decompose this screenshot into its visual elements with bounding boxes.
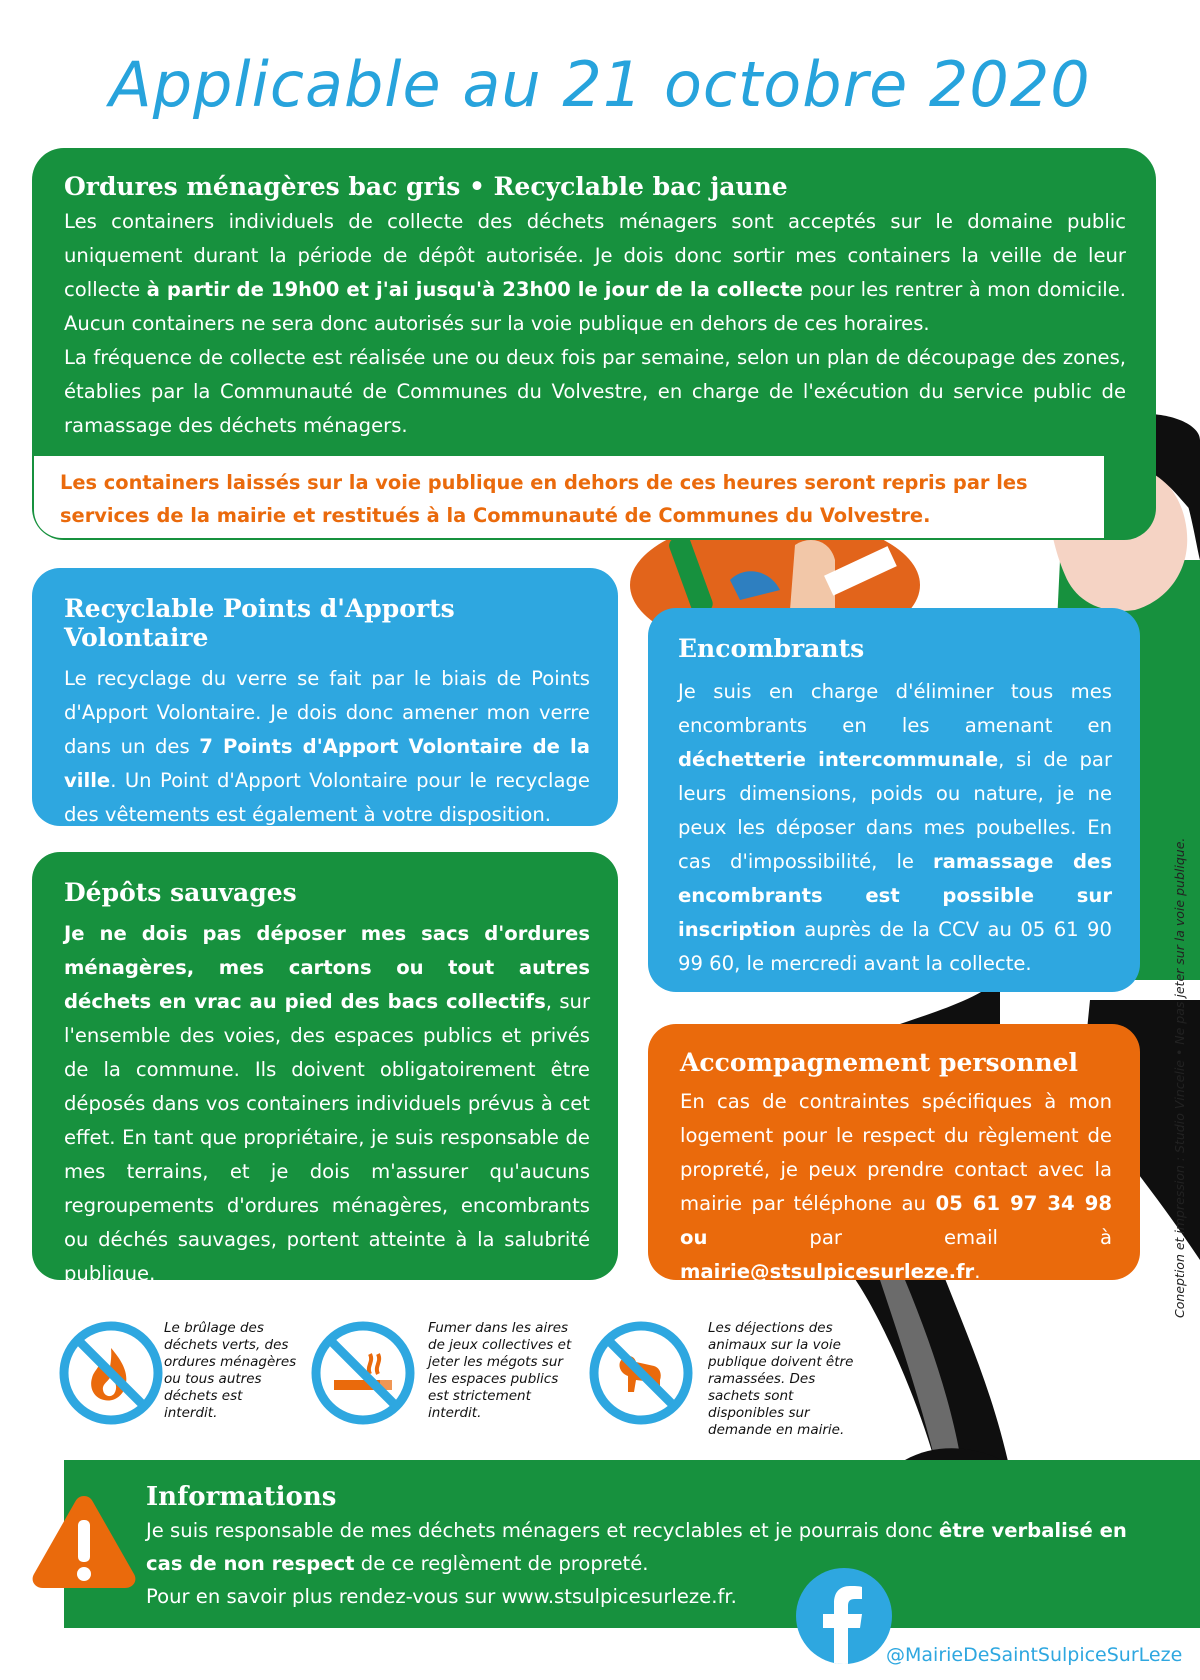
depots-text: Je ne dois pas déposer mes sacs d'ordures ménagères, mes cartons ou tout autres déchets en vrac au pied des bacs collectifs, sur l'ensemble des voies, des espaces publics et privés de la commune. Ils doivent obligatoirement être déposés dans vos containers individuels prévus à cet effet. En tant que propriétaire, je suis responsable de mes terrains, et je dois m'assurer qu'aucuns regroupements d'ordures ménagères, encombrants ou déchés sauvages, portent atteinte à la salubrité publique.: [64, 922, 590, 1285]
informations-text: Je suis responsable de mes déchets ménagers et recyclables et je pourrais donc être verbalisé en cas de non respect de ce reglèment de propreté. Pour en savoir plus rendez-vous sur www.stsulpicesurleze.fr.: [146, 1519, 1127, 1608]
menagers-paragraph-2: La fréquence de collecte est réalisée une ou deux fois par semaine, selon un plan de découpage des zones, établies par la Communauté de Communes du Volvestre, en charge de l'exécution du service public de ramassage des déchets ménagers.: [64, 346, 1126, 437]
recyclable-text: Le recyclage du verre se fait par le biais de Points d'Apport Volontaire. Je dois donc amener mon verre dans un des 7 Points d'Apport Volontaire de la ville. Un Point d'Apport Volontaire pour le recyclage des vêtements est également à votre disposition.: [64, 667, 590, 826]
menagers-warning-box: [34, 456, 1104, 538]
facebook-icon: [796, 1568, 892, 1664]
fire-ban-text: Le brûlage des déchets verts, des ordures ménagères ou tous autres déchets est interdit.: [164, 1320, 297, 1421]
accompagnement-text: En cas de contraintes spécifiques à mon logement pour le respect du règlement de propreté, je peux prendre contact avec la mairie par téléphone au 05 61 97 34 98 ou par email à mairie@stsulpicesurleze.fr.: [680, 1090, 1113, 1283]
facebook-handle[interactable]: @MairieDeSaintSulpiceSurLeze: [886, 1644, 1183, 1666]
warning-icon: [28, 1490, 140, 1590]
facebook-link[interactable]: [796, 1568, 892, 1664]
dog-ban-text: Les déjections des animaux sur la voie publique doivent être ramassées. Des sachets sont disponibles sur demande en mairie.: [708, 1320, 854, 1438]
informations-heading: Informations: [146, 1482, 337, 1512]
fire-ban-icon: [56, 1318, 166, 1428]
menagers-heading: Ordures ménagères bac gris • Recyclable bac jaune: [64, 172, 788, 201]
smoking-ban-text: Fumer dans les aires de jeux collectives et jeter les mégots sur les espaces publics est strictement interdit.: [428, 1320, 572, 1421]
smoking-ban-icon: [308, 1318, 418, 1428]
encombrants-heading: Encombrants: [678, 634, 865, 663]
recyclable-box: [32, 568, 618, 826]
informations-box: [64, 1460, 1200, 1628]
encombrants-box: [648, 608, 1140, 992]
recyclable-heading: Recyclable Points d'Apports Volontaire: [64, 594, 455, 652]
menagers-paragraph-1: Les containers individuels de collecte des déchets ménagers sont acceptés sur le domaine public uniquement durant la période de dépôt autorisée. Je dois donc sortir mes containers la veille de leur collecte à partir de 19h00 et j'ai jusqu'à 23h00 le jour de la collecte pour les rentrer à mon domicile. Aucun containers ne sera donc autorisés sur la voie publique en dehors de ces horaires.: [64, 210, 1126, 335]
accompagnement-heading: Accompagnement personnel: [680, 1048, 1079, 1077]
encombrants-text: Je suis en charge d'éliminer tous mes encombrants en les amenant en déchetterie intercommunale, si de par leurs dimensions, poids ou nature, je ne peux les déposer dans mes poubelles. En cas d'impossibilité, le ramassage des encombrants est possible sur inscription auprès de la CCV au 05 61 90 99 60, le mercredi avant la collecte.: [678, 680, 1112, 975]
depots-heading: Dépôts sauvages: [64, 878, 297, 907]
dog-ban-icon: [586, 1318, 696, 1428]
menagers-warning-text: Les containers laissés sur la voie publique en dehors de ces heures seront repris par les services de la mairie et restitués à la Communauté de Communes du Volvestre.: [60, 471, 1028, 527]
depots-box: [32, 852, 618, 1285]
credit-text: Coneption et impression : Studio Vincelie • Ne pas jeter sur la voie publique.: [1172, 837, 1187, 1318]
accompagnement-box: [648, 1024, 1140, 1283]
page-title: Applicable au 21 octobre 2020: [109, 48, 1091, 121]
